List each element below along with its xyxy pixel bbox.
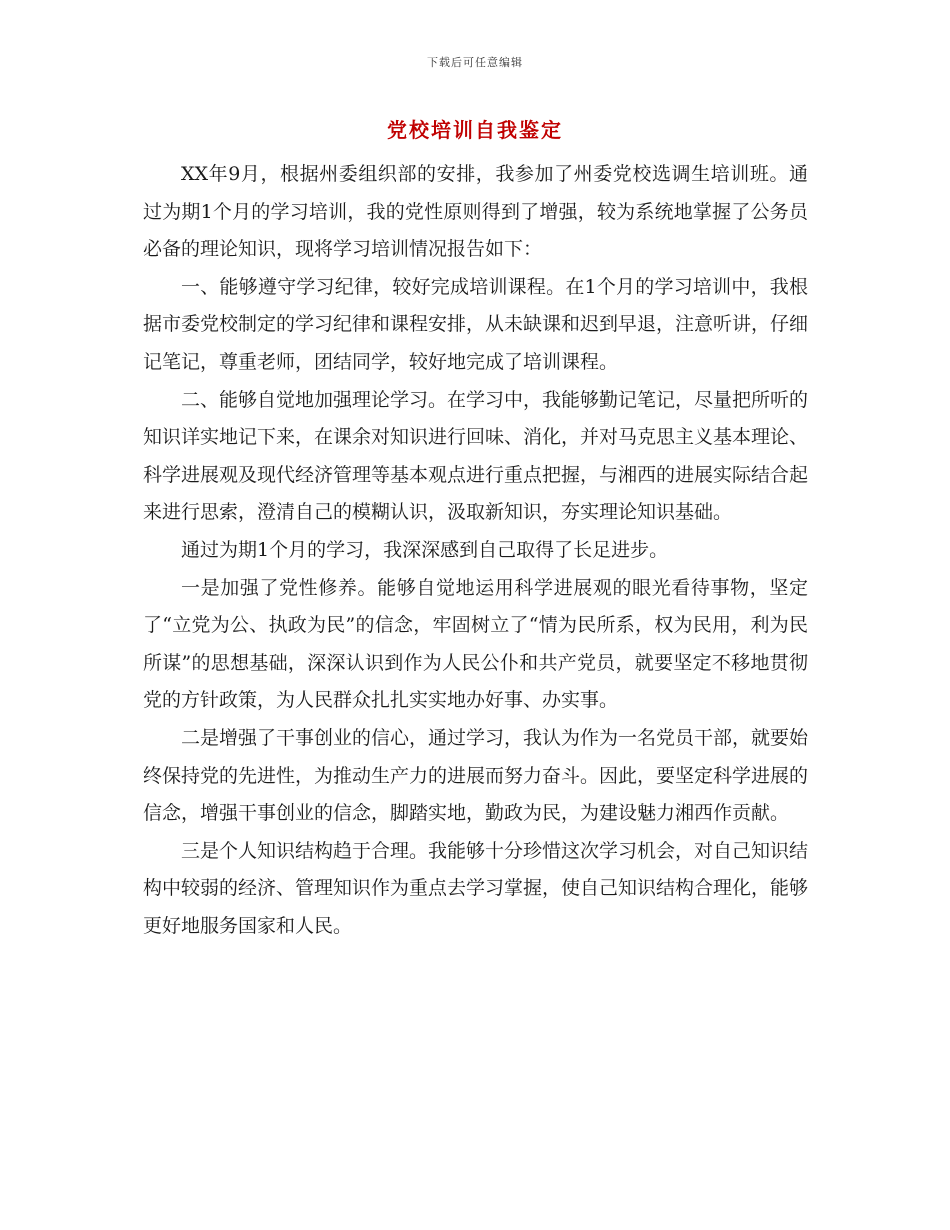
paragraph-intro: XX年9月，根据州委组织部的安排，我参加了州委党校选调生培训班。通过为期1个月的学习培训，我的党性原则得到了增强，较为系统地掌握了公务员必备的理论知识，现将学习培训情况报告如下： [143, 163, 808, 261]
paragraph-confidence: 二是增强了干事创业的信心，通过学习，我认为作为一名党员干部，就要始终保持党的先进性，为推动生产力的进展而努力奋斗。因此，要坚定科学进展的信念，增强干事创业的信念，脚踏实地，勤政为民，为建设魅力湘西作贡献。 [143, 726, 809, 825]
document-title: 党校培训自我鉴定 [387, 118, 563, 142]
paragraph-party-spirit: 一是加强了党性修养。能够自觉地运用科学进展观的眼光看待事物，坚定了“立党为公、执政为民”的信念，牢固树立了“情为民所系，权为民用，利为民所谋”的思想基础，深深认识到作为人民公仆和共产党员，就要坚定不移地贯彻党的方针政策，为人民群众扎扎实实地办好事、办实事。 [143, 576, 808, 712]
paragraph-progress-summary: 通过为期1个月的学习，我深深感到自己取得了长足进步。 [181, 538, 669, 561]
paragraph-theory-study: 二、能够自觉地加强理论学习。在学习中，我能够勤记笔记，尽量把所听的知识详实地记下来，在课余对知识进行回味、消化，并对马克思主义基本理论、科学进展观及现代经济管理等基本观点进行重点把握，与湘西的进展实际结合起来进行思索，澄清自己的模糊认识，汲取新知识，夯实理论知识基础。 [143, 388, 809, 524]
paragraph-discipline: 一、能够遵守学习纪律，较好完成培训课程。在1个月的学习培训中，我根据市委党校制定的学习纪律和课程安排，从未缺课和迟到早退，注意听讲，仔细记笔记，尊重老师，团结同学，较好地完成了培训课程。 [143, 275, 809, 373]
paragraph-knowledge-structure: 三是个人知识结构趋于合理。我能够十分珍惜这次学习机会，对自己知识结构中较弱的经济、管理知识作为重点去学习掌握，使自己知识结构合理化，能够更好地服务国家和人民。 [143, 839, 809, 937]
document-body [143, 156, 808, 945]
page-header: 下载后可任意编辑 [427, 56, 523, 69]
